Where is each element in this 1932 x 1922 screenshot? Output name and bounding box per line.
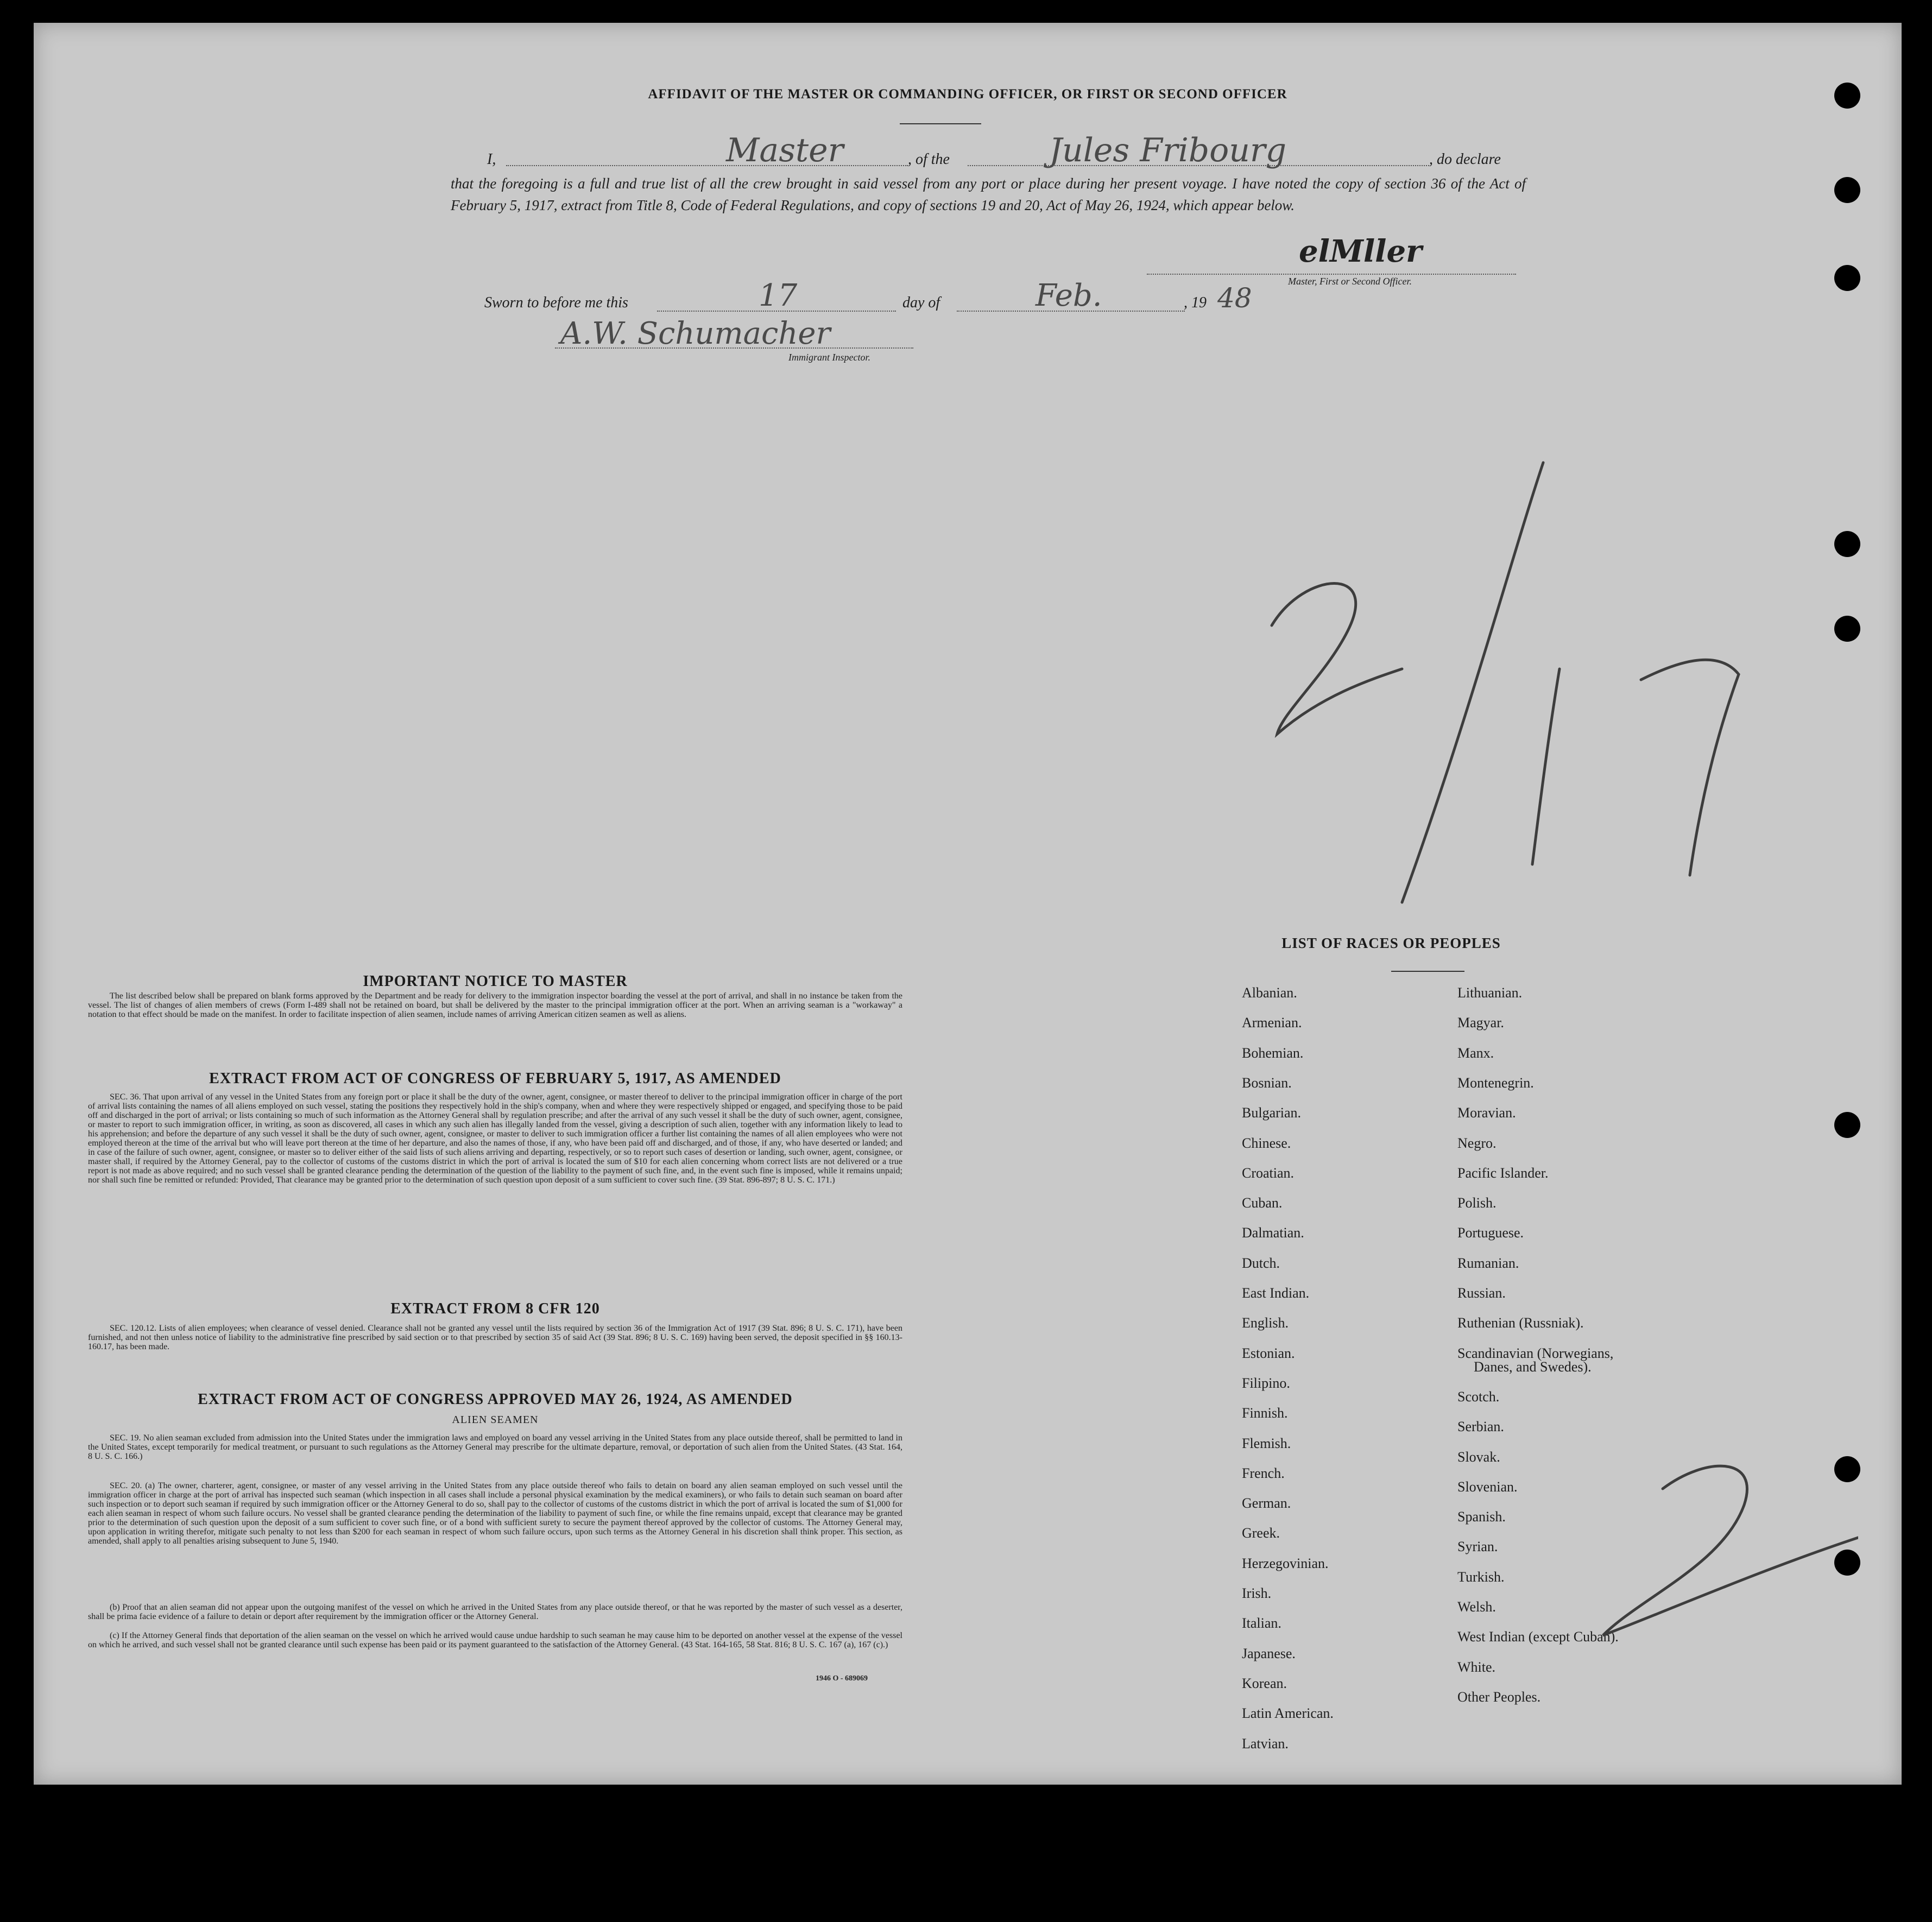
alien-seamen-subtitle: ALIEN SEAMEN — [452, 1414, 539, 1426]
extract-cfr-text: SEC. 120.12. Lists of alien employees; when clearance of vessel denied. Clearance shall not be granted any vessel until the lists required by section 36 of the Immigration Act of 1917 (39 Stat. 896; 8 U. S. C. 171), have been furnished, and not then unless notice of liability to the administrative fine prescribed by said section or to that prescribed by section 35 of said Act (39 Stat. 896; 8 U. S. C. 169) having been served, the deposit specified in §§ 160.13-160.17, has been made. — [88, 1324, 902, 1351]
affidavit-title: AFFIDAVIT OF THE MASTER OR COMMANDING OFFICER, OR FIRST OR SECOND OFFICER — [648, 87, 1287, 102]
race-item: Scotch. — [1457, 1388, 1500, 1405]
race-item: Latvian. — [1242, 1735, 1289, 1752]
signature-line — [1147, 274, 1516, 275]
race-item: Other Peoples. — [1457, 1689, 1541, 1705]
race-item: Finnish. — [1242, 1405, 1288, 1421]
race-item: Herzegovinian. — [1242, 1555, 1329, 1571]
race-item: Pacific Islander. — [1457, 1165, 1549, 1181]
race-item: Flemish. — [1242, 1435, 1291, 1451]
race-item: Scandinavian (Norwegians, — [1457, 1345, 1614, 1361]
race-item: German. — [1242, 1495, 1291, 1512]
races-title: LIST OF RACES OR PEOPLES — [1281, 935, 1501, 951]
race-item: Filipino. — [1242, 1375, 1290, 1391]
race-item: Dalmatian. — [1242, 1225, 1304, 1241]
race-item: Italian. — [1242, 1615, 1281, 1632]
race-item: Syrian. — [1457, 1539, 1498, 1555]
race-item: Welsh. — [1457, 1599, 1496, 1615]
affidavit-declare: , do declare — [1429, 151, 1501, 168]
affidavit-of-the: , of the — [908, 151, 950, 168]
punch-hole — [1834, 616, 1860, 642]
race-item: Serbian. — [1457, 1419, 1504, 1435]
punch-hole — [1834, 1550, 1860, 1576]
handwritten-page-mark — [1565, 1434, 1858, 1641]
affidavit-body: that the foregoing is a full and true list of all the crew brought in said vessel from any port or place during her present voyage. I have noted the copy of section 36 of the Act of February 5, 1917, extract from Title 8, Code of Federal Regulations, and copy of sections 19 and 20, Act of May 26, 1924, which appear below. — [451, 175, 1526, 213]
day-of-label: day of — [902, 294, 940, 311]
race-item: Portuguese. — [1457, 1225, 1524, 1241]
print-code: 1946 O - 689069 — [816, 1674, 868, 1683]
race-item: Danes, and Swedes). — [1474, 1358, 1592, 1375]
date-mark-strokes — [1272, 463, 1739, 902]
extract-1917-text: SEC. 36. That upon arrival of any vessel in the United States from any foreign port or place it shall be the duty of the owner, agent, consignee, or master thereof to deliver to the principal immigration officer in charge of the port of arrival lists containing the names of all aliens employed on such vessel, stating the positions they respectively hold in the ship's company, when and where they were respectively shipped or engaged, and specifying those to be paid off and discharged in the port of arrival; or lists containing so much of such information as the Attorney General shall by regulation prescribe; and after the arrival of any such vessel it shall be the duty of such owner, agent, consignee, or master to report to such immigration officer, in writing, as soon as discovered, all cases in which any such alien has illegally landed from the vessel, giving a description of such alien, together with any information likely to lead to his apprehension; and before the departure of any such vessel it shall be the duty of such owner, agent, consignee, or master to deliver to such immigration officer a further list containing the names of all alien employees who were not employed thereon at the time of the arrival but who will leave port thereon at the time of her departure, and also the names of those, if any, who have been paid off and discharged, and of those, if any, who have deserted or landed; and in case of the failure of such owner, agent, consignee, or master so to deliver either of the said lists of such aliens arriving and departing, respectively, or so to report such cases of desertion or landing, such owner, agent, consignee, or master shall, if required by the Attorney General, pay to the collector of customs of the customs district in which the port of arrival is located the sum of $10 for each alien concerning whom correct lists are not delivered or a true report is not made as above required; and no such vessel shall be granted clearance pending the determination of the question of the liability to the payment of such fine, and, in the event such fine is imposed, while it remains unpaid; nor shall such fine be remitted or refunded: Provided, That clearance may be granted prior to the determination of such question upon deposit of a sum sufficient to cover such fine. (39 Stat. 896-897; 8 U. S. C. 171.) — [88, 1092, 902, 1185]
punch-hole — [1834, 531, 1860, 557]
sworn-year: 48 — [1217, 282, 1252, 314]
handwritten-date-mark — [1239, 452, 1755, 930]
race-item: French. — [1242, 1465, 1285, 1481]
race-item: Russian. — [1457, 1285, 1506, 1301]
race-item: Moravian. — [1457, 1105, 1516, 1121]
race-item: Bohemian. — [1242, 1045, 1304, 1061]
races-rule — [1391, 971, 1464, 972]
race-item: Turkish. — [1457, 1569, 1505, 1585]
race-item: East Indian. — [1242, 1285, 1310, 1301]
race-item: Slovak. — [1457, 1449, 1500, 1465]
sworn-prefix: Sworn to before me this — [484, 294, 628, 311]
race-item: Montenegrin. — [1457, 1074, 1534, 1091]
master-signature: elMller — [1299, 233, 1422, 269]
race-item: Dutch. — [1242, 1255, 1280, 1271]
race-item: Spanish. — [1457, 1509, 1506, 1525]
race-item: West Indian (except Cuban). — [1457, 1629, 1619, 1645]
sec20b-text: (b) Proof that an alien seaman did not appear upon the outgoing manifest of the vessel on which he arrived in the United States from any place outside thereof, or that he was reported by the master of such vessel as a deserter, shall be prima facie evidence of a failure to detain or deport after requirement by the immigration officer or the Attorney General. — [88, 1603, 902, 1621]
race-item: White. — [1457, 1659, 1496, 1675]
race-item: Slovenian. — [1457, 1478, 1518, 1495]
sworn-month: Feb. — [1036, 278, 1102, 313]
role-blank — [506, 165, 908, 166]
race-item: Estonian. — [1242, 1345, 1295, 1361]
race-item: Japanese. — [1242, 1645, 1296, 1661]
title-rule — [900, 123, 981, 124]
race-item: Rumanian. — [1457, 1255, 1519, 1271]
page-mark-stroke — [1603, 1466, 1858, 1635]
sec20c-text: (c) If the Attorney General finds that deportation of the alien seaman on the vessel on which he arrived would cause undue hardship to such seaman he may cause him to be deported on another vessel at the expense of the vessel on which he arrived, and such vessel shall not be granted clearance until such expense has been paid or its payment guaranteed to the satisfaction of the Attorney General. (43 Stat. 164-165, 58 Stat. 816; 8 U. S. C. 167 (a), 167 (c).) — [88, 1631, 902, 1649]
inspector-caption: Immigrant Inspector. — [788, 352, 870, 363]
sworn-day: 17 — [759, 278, 798, 313]
race-item: Korean. — [1242, 1675, 1287, 1691]
race-item: Croatian. — [1242, 1165, 1295, 1181]
race-item: Armenian. — [1242, 1015, 1302, 1031]
extract-1917-title: EXTRACT FROM ACT OF CONGRESS OF FEBRUARY 5, 1917, AS AMENDED — [209, 1070, 781, 1087]
race-item: Greek. — [1242, 1525, 1280, 1541]
vessel-handwritten: Jules Fribourg — [1049, 131, 1287, 169]
inspector-signature: A.W. Schumacher — [560, 316, 831, 351]
race-item: Latin American. — [1242, 1705, 1334, 1722]
punch-hole — [1834, 1456, 1860, 1482]
punch-hole — [1834, 177, 1860, 203]
punch-hole — [1834, 1112, 1860, 1138]
race-item: Bosnian. — [1242, 1074, 1292, 1091]
race-item: Magyar. — [1457, 1015, 1504, 1031]
extract-1924-title: EXTRACT FROM ACT OF CONGRESS APPROVED MAY 26, 1924, AS AMENDED — [198, 1391, 793, 1408]
race-item: Bulgarian. — [1242, 1105, 1302, 1121]
signature-caption: Master, First or Second Officer. — [1288, 276, 1412, 287]
sec19-text: SEC. 19. No alien seaman excluded from admission into the United States under the immigration laws and employed on board any vessel arriving in the United States from any place outside thereof, shall be permitted to land in the United States, except temporarily for medical treatment, or pursuant to such regulations as the Attorney General may prescribe for the ultimate departure, removal, or deportation of such alien from the United States. (43 Stat. 164, 8 U. S. C. 166.) — [88, 1433, 902, 1461]
race-item: Polish. — [1457, 1195, 1497, 1211]
sec20a-text: SEC. 20. (a) The owner, charterer, agent, consignee, or master of any vessel arriving in the United States from any place outside thereof who fails to detain on board any alien seaman employed on such vessel until the immigration officer in charge at the port of arrival has inspected such seaman (which inspection in all cases shall include a personal physical examination by the medical examiners), or who fails to detain such seaman on board after such inspection or to deport such seaman if required by such immigration officer or the Attorney General to do so, shall pay to the collector of customs of the customs district in which the port of arrival is located the sum of $1,000 for each alien seaman in respect of whom such failure occurs. No vessel shall be granted clearance pending the determination of the liability to payment of such fine, or while the fine remains unpaid, except that clearance may be granted prior to the determination of such question upon the deposit of a sum sufficient to cover such fine, or of a bond with sufficient surety to secure the payment thereof approved by the collector of customs. The Attorney General may, upon application in writing therefor, mitigate such penalty to not less than $200 for each seaman in respect of whom such failure occurs, upon such terms as the Attorney General in his discretion shall think proper. This section, as amended, shall apply to all penalties arising subsequent to June 5, 1940. — [88, 1481, 902, 1546]
race-item: Manx. — [1457, 1045, 1494, 1061]
year-prefix: , 19 — [1184, 294, 1207, 311]
race-item: Albanian. — [1242, 985, 1297, 1001]
notice-title: IMPORTANT NOTICE TO MASTER — [363, 973, 628, 990]
race-item: Irish. — [1242, 1585, 1272, 1601]
race-item: Ruthenian (Russniak). — [1457, 1315, 1584, 1331]
extract-cfr-title: EXTRACT FROM 8 CFR 120 — [390, 1300, 600, 1317]
race-item: Cuban. — [1242, 1195, 1283, 1211]
race-item: English. — [1242, 1315, 1289, 1331]
role-handwritten: Master — [726, 131, 844, 169]
race-item: Lithuanian. — [1457, 985, 1523, 1001]
punch-hole — [1834, 265, 1860, 291]
notice-text: The list described below shall be prepared on blank forms approved by the Department and be ready for delivery to the immigration inspector boarding the vessel at the port of arrival, and shall in no instance be taken from the vessel. The list of changes of alien members of crews (Form I-489 shall not be retained on board, but shall be delivered by the master to the principal immigration officer at the port. When an arriving seaman is a "workaway" a notation to that effect should be made on the manifest. In order to facilitate inspection of alien seamen, include names of arriving American citizen seamen as well as aliens. — [88, 991, 902, 1019]
punch-hole — [1834, 83, 1860, 109]
affidavit-i: I, — [487, 151, 496, 168]
race-item: Chinese. — [1242, 1135, 1291, 1151]
race-item: Negro. — [1457, 1135, 1497, 1151]
document-sheet — [34, 23, 1902, 1785]
